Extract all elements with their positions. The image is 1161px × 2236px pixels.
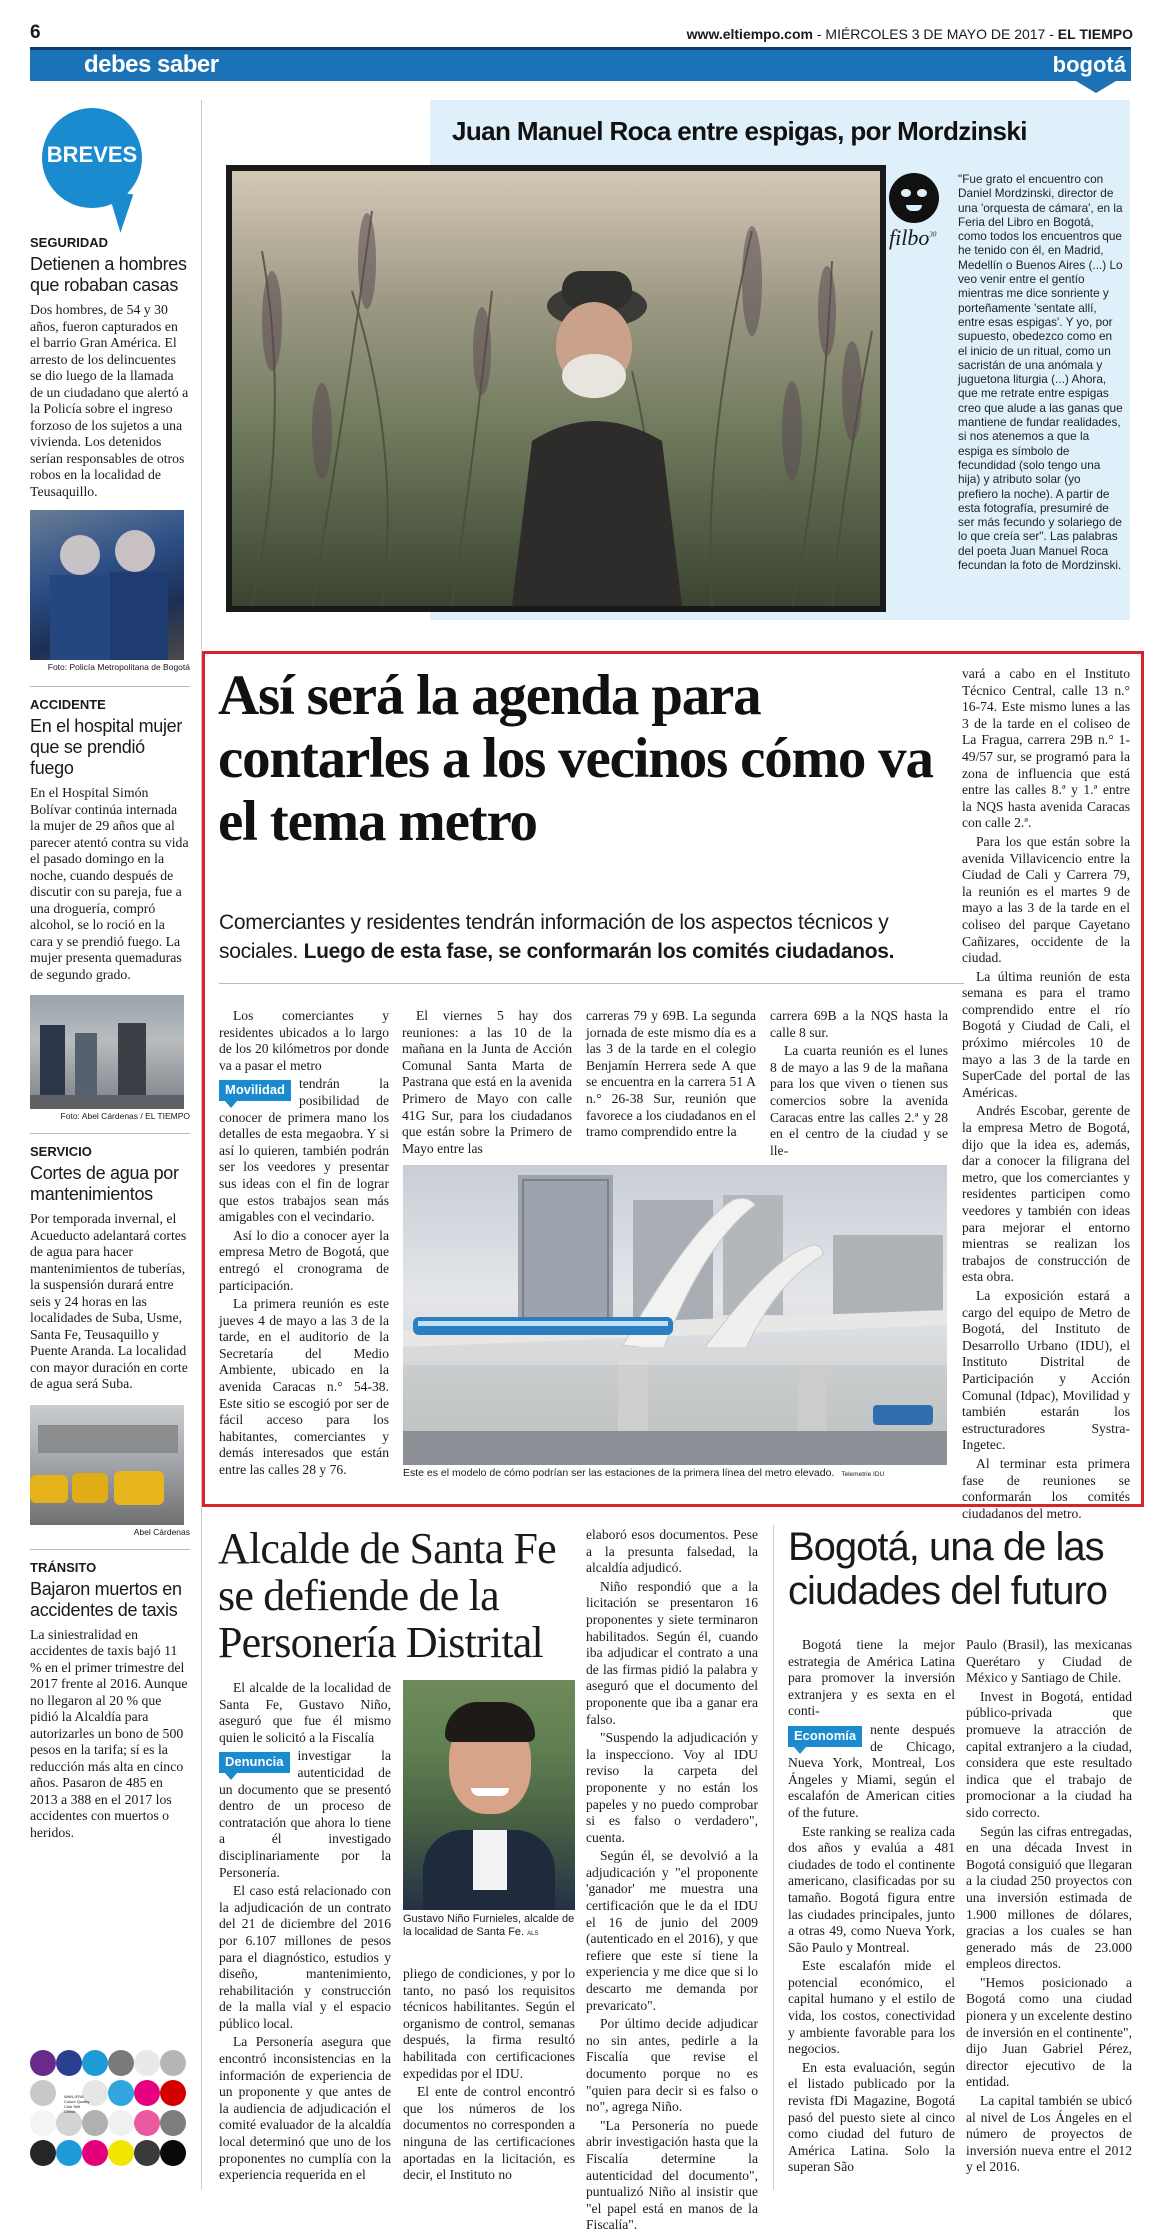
paragraph: La capital también se ubicó al nivel de Los Ángeles en el número de proyectos de inversión nueva entre el 2012 y el 2016. (966, 2093, 1132, 2175)
filbo-caption: "Fue grato el encuentro con Daniel Mordzinski, director de una 'orquesta de cámara', en la Feria del Libro en Bogotá, como todos los encuentros que he tenido con él, en Madrid, Medellín o Buenos Aires (...) Lo veo venir entre el gentío mientras me dice sonriente y porteñamente 'sentate allí, entre esas espigas'. Y yo, por supuesto, obedezco como en el inicio de un ritual, como un sacristán de una anómala y juguetona liturgia (...) Ahora, que me retrate entre espigas creo que alude a las ganas que mantiene de fundar realidades, si nos atenemos a que la espiga es símbolo de fecundidad (solo tengo una hija) y atributo solar (yo prefiero la noche). A partir de esta fotografía, presumiré de ser más fecundo y solariego de lo que creía ser". Las palabras del poeta Juan Manuel Roca fecundan la foto de Mordzinski. (958, 172, 1123, 573)
metro-column-2 (402, 1008, 572, 1159)
tag-label: Economía (788, 1726, 862, 1747)
brief-item (30, 235, 190, 672)
filbo-logo-text: filbo (889, 225, 930, 250)
paragraph: El caso está relacionado con la adjudicación de un contrato del 21 de diciembre del 2016 por 6.107 millones de pesos para el diagnóstico, estudios y diseño, mantenimiento, rehabilitación y construcción de la malla vial y el espacio público local. (219, 1883, 391, 2031)
breves-badge-text: BREVES (46, 142, 138, 167)
paragraph: En esta evaluación, según el listado publicado por la revista fDi Magazine, Bogotá pasó del puesto siete al cinco como ciudad del futuro de América Latina. Solo la superan São (788, 2059, 955, 2175)
photo-credit: Foto: Policía Metropolitana de Bogotá (47, 662, 190, 672)
paragraph: Para los que están sobre la avenida Villavicencio entre la Ciudad de Cali y Carrera 79, la reunión es el martes 9 de mayo a las 3 de la tarde en el coliseo del parque Cayetano Cañizares, occidente de la ciudad. (962, 833, 1130, 966)
paragraph: Niño respondió que a la licitación se presentaron 16 proponentes y siete terminaron habilitados. Según él, cuando iba adjudicar el contrato a una de las firmas pidió la palabra y aseguró que el documento del proponente que iba a ganar era falso. (586, 1578, 758, 1727)
breves-column (30, 100, 190, 1841)
metro-subhead-bold: Luego de esta fase, se conformarán los comités ciudadanos. (303, 940, 895, 963)
city-flag-notch (1076, 81, 1116, 93)
nino-photo-caption (403, 1913, 575, 1941)
paragraph: investigar la autenticidad de un documento que se presentó dentro de un proceso de contratación que ahora lo tiene a él investigado disciplinariamente por la Personería. (219, 1748, 391, 1880)
paragraph: Este ranking se realiza cada dos años y evalúa a 481 ciudades de todo el continente americano, clasificadas por su tamaño. Bogotá figura entre las ciudades principales, junto a otras 49, como Nueva York, São Paulo y Montreal. (788, 1823, 955, 1955)
city-label: bogotá (1052, 52, 1126, 77)
brief-text: La siniestralidad en accidentes de taxis bajó 11 % en el primer trimestre del 2017 frente al 2016. Aunque no llegaron al 20 % que pidió la Alcaldía para autorizarles un bono de 500 pesos en la tarifa; sí es la reducción más alta en cinco años. Pasaron de 485 en 2013 a 388 en el 2017 los accidentes con muertos o heridos. (30, 1626, 188, 1840)
paragraph: La última reunión de esta semana es para el tramo comprendido entre el río Bogotá y Ciudad de Cali, el próximo miércoles 10 de mayo a las 3 de la tarde en SuperCade del portal de las Américas. (962, 968, 1130, 1100)
color-patch (160, 2080, 186, 2106)
color-patch (56, 2140, 82, 2166)
brand-name: EL TIEMPO (1057, 26, 1133, 42)
photo-credit: Abel Cárdenas (133, 1526, 190, 1537)
paragraph: La cuarta reunión es el lunes 8 de mayo a las 9 de la mañana para los que viven o tienen sus comercios sobre la avenida Caracas entre las calles 2.ª y 28 en el centro de la ciudad y se lle- (770, 1043, 948, 1158)
brief-text: Dos hombres, de 54 y 30 años, fueron capturados en el barrio Gran América. El arresto de los delincuentes se dio luego de la llamada de un ciudadano que alertó a la Policía sobre el ingreso forzoso de los sujetos a una vivienda. Los detenidos serían responsables de otros robos en la localidad de Teusaquillo. (30, 302, 189, 499)
color-patch (134, 2140, 160, 2166)
tag-movilidad (219, 1080, 291, 1101)
santafe-column-1 (219, 1680, 391, 2186)
color-patch (82, 2050, 108, 2076)
santafe-column-3 (586, 1527, 758, 2236)
paragraph: Los comerciantes y residentes ubicados a lo largo de los 20 kilómetros por donde va a pasar el metro (219, 1008, 389, 1073)
brief-photo-hospital (30, 995, 184, 1109)
paragraph: "La Personería no puede abrir investigación hasta que la Fiscalía determine la autenticidad del documento", puntualizó Niño al insistir que "el papel está en manos de la Fiscalía". (586, 2117, 758, 2233)
header-dateline (687, 26, 1133, 42)
paragraph: Paulo (Brasil), las mexicanas Querétaro y Ciudad de México y Santiago de Chile. (966, 1637, 1132, 1686)
color-patch (30, 2050, 56, 2076)
color-patch (134, 2050, 160, 2076)
paragraph: Este escalafón mide el potencial económico, el capital humano y el estilo de vida, los costos, conectividad y ambiente favorable para los negocios. (788, 1958, 955, 2057)
metro-station-graphic (403, 1165, 947, 1465)
color-patch (134, 2110, 160, 2136)
santafe-headline: Alcalde de Santa Fe se defiende de la Personería Distrital (218, 1524, 556, 1667)
paragraph: El ente de control encontró que los números de los documentos no corresponden a ninguna de las certificaciones aportadas en la licitación, es decir, el Instituto no (403, 2084, 575, 2183)
metro-subhead-light: Comerciantes y residentes tendrán información de los aspectos técnicos y sociales. (219, 911, 889, 963)
metro-subhead (219, 908, 964, 966)
paragraph: Andrés Escobar, gerente de la empresa Metro de Bogotá, dijo que la idea es, además, dar a conocer la filigrana del metro, que los comerciantes y residentes participen como veedores y también con ideas para mejorar el entorno mientras se realizan los trabajos de construcción de esta obra. (962, 1103, 1130, 1285)
futuro-column-2 (966, 1637, 1132, 2178)
brief-text: Por temporada invernal, el Acueducto adelantará cortes de agua para hacer mantenimientos de tuberías, la suspensión durará entre seis y 24 horas en las localidades de Suba, Usme, Santa Fe, Teusaquillo y Puente Aranda. La localidad con mayor duración en corte de agua será Suba. (30, 1211, 188, 1391)
filbo-logo (889, 173, 951, 251)
filbo-mask-icon (889, 173, 939, 223)
metro-station-render (403, 1165, 947, 1465)
santafe-column-2 (403, 1966, 575, 2186)
paragraph: La Personería asegura que encontró inconsistencias en la información de experiencia de un proponente y que antes de la audiencia de adjudicación el comité evaluador de la alcaldía local determinó que uno de los proponentes no cumplía con la experiencia requerida en el (219, 2034, 391, 2183)
caption-text: Este es el modelo de cómo podrían ser las estaciones de la primera línea del metro elevado. (403, 1467, 835, 1479)
filbo-title: Juan Manuel Roca entre espigas, por Mordzinski (452, 116, 1027, 146)
brief-photo-arrest (30, 510, 184, 660)
issue-date: MIÉRCOLES 3 DE MAYO DE 2017 (825, 26, 1046, 42)
color-patch (108, 2140, 134, 2166)
paragraph: "Hemos posicionado a Bogotá como una ciudad pionera y un excelente destino de inversión en el continente", dijo Juan Gabriel Pérez, director ejecutivo de la entidad. (966, 1974, 1132, 2090)
brief-text: En el Hospital Simón Bolívar continúa internada la mujer de 29 años que al parecer atentó contra su vida el pasado domingo en la noche, cuando después de discutir con su pareja, fue a una droguería, compró alcohol, se lo roció en la cara y se prendió fuego. La mujer presenta quemaduras de segundo grado. (30, 785, 189, 982)
color-patch (160, 2140, 186, 2166)
column-rule (773, 1525, 774, 2190)
color-patch (108, 2080, 134, 2106)
brief-title[interactable]: Detienen a hombres que robaban casas (30, 254, 187, 295)
grass-spikes-graphic (232, 171, 880, 606)
paragraph: "Suspendo la adjudicación y la inspecciono. Voy al IDU reviso la carpeta del proponente y no están los papeles y no puedo comprobar si es falso o verdadero", cuenta. (586, 1730, 758, 1845)
brief-title[interactable]: Cortes de agua por mantenimientos (30, 1163, 179, 1204)
filbo-photo (226, 165, 886, 612)
brief-category: TRÁNSITO (30, 1559, 97, 1575)
futuro-headline: Bogotá, una de las ciudades del futuro (788, 1525, 1108, 1613)
color-patch (160, 2050, 186, 2076)
tag-economia (788, 1726, 862, 1747)
metro-subhead-rule (219, 983, 964, 984)
brief-category: SERVICIO (30, 1144, 92, 1159)
color-patch (134, 2080, 160, 2106)
metro-column-3 (586, 1008, 756, 1143)
paragraph: nente después de Chicago, Nueva York, Montreal, Los Ángeles y Miami, según el escalafón de American cities of the future. (788, 1721, 955, 1820)
paragraph: Así lo dio a conocer ayer la empresa Metro de Bogotá, que entregó el cronograma de participación. (219, 1227, 389, 1293)
futuro-column-1 (788, 1637, 955, 2178)
paragraph: El viernes 5 hay dos reuniones: a las 10 de la mañana en la Junta de Acción Comunal Santa Marta de Pastrana que está en la avenida Primero de Mayo con calle 41G Sur, para los ciudadanos que están sobre la Primero de Mayo entre las (402, 1008, 572, 1156)
metro-column-1 (219, 1008, 389, 1481)
breves-badge (30, 100, 138, 235)
brief-category: SEGURIDAD (30, 235, 109, 250)
color-patch (108, 2050, 134, 2076)
color-patch (30, 2080, 56, 2106)
paragraph: Según él, se devolvió a la adjudicación y "el proponente 'ganador' me muestra una certificación que le da el IDU el 16 de junio del 2009 (autenticado en el 2016), y que refiere que este sí tiene la experiencia y me dice que si lo descarto me demanda por prevaricato". (586, 1848, 758, 2013)
brief-title[interactable]: Bajaron muertos en accidentes de taxis (30, 1578, 182, 1620)
metro-column-5 (962, 666, 1130, 1524)
color-patch (30, 2110, 56, 2136)
photo-credit: ALS (527, 1931, 539, 1937)
color-patch (82, 2140, 108, 2166)
paragraph: Por último decide adjudicar no sin antes, pedirle a la Fiscalía que revise el documento porque no es "quien para decir si es falso o no", agrega Niño. (586, 2016, 758, 2115)
metro-image-caption (403, 1467, 947, 1479)
brief-photo-taxis (30, 1405, 184, 1525)
brief-item (30, 1144, 190, 1537)
paragraph: Al terminar esta primera fase de reuniones se conformarán los comités ciudadanos del metro. (962, 1455, 1130, 1521)
paragraph: Bogotá tiene la mejor estrategia de América Latina para promover la inversión extranjera y es sexta en el conti- (788, 1637, 955, 1719)
color-patch (160, 2110, 186, 2136)
caption-text: Gustavo Niño Furnieles, alcalde de la localidad de Santa Fe. (403, 1913, 575, 1938)
paragraph: elaboró esos documentos. Pese a la presunta falsedad, la alcaldía adjudicó. (586, 1527, 758, 1576)
color-quality-bar (30, 2050, 190, 2170)
paragraph: tendrán la posibilidad de conocer de primera mano los detalles de esta megaobra. Y si así lo quieren, también podrán ser los veedores y presentar sus ideas con el fin de lograr que estos trabajos sean más amigables con el vecindario. (219, 1076, 389, 1225)
paragraph: pliego de condiciones, y por lo tanto, no pasó los requisitos técnicos habilitantes. Según el organismo de control, semanas después, la firma resultó habilitada con certificaciones expedidas por el IDU. (403, 1966, 575, 2081)
color-patch (56, 2050, 82, 2076)
metro-column-4 (770, 1008, 948, 1161)
section-label: debes saber (84, 51, 219, 78)
brief-category: ACCIDENTE (30, 697, 106, 712)
paragraph: Invest in Bogotá, entidad público-privada que promueve la atracción de capital extranjero a la ciudad, considera que este resultado indica que el trabajo de promocionar a la ciudad ha sido correcto. (966, 1688, 1132, 1820)
paragraph: El alcalde de la localidad de Santa Fe, Gustavo Niño, aseguró que fue él mismo quien le solicitó a la Fiscalía (219, 1680, 391, 1745)
paragraph: Según las cifras entregadas, en una década Invest in Bogotá consiguió que llegaran a la ciudad 250 proyectos con una inversión estimada de 1.900 millones de dólares, gracias a los cuales se han generado más de 23.000 empleos directos. (966, 1823, 1132, 1972)
site-url[interactable]: www.eltiempo.com (686, 26, 813, 42)
nino-portrait (403, 1680, 575, 1910)
paragraph: La primera reunión es este jueves 4 de mayo a las 3 de la tarde, en el auditorio de la Secretaría del Medio Ambiente, ubicado en la avenida Caracas n.° 54-38. Este sitio se escogió por ser de fácil acceso para los habitantes, comerciantes y demás interesados que están entre las calles 28 y 76. (219, 1296, 389, 1478)
color-patch (30, 2140, 56, 2166)
brief-item (30, 697, 190, 1121)
brief-item (30, 1560, 190, 1842)
brief-title[interactable]: En el hospital mujer que se prendió fuego (30, 716, 183, 778)
photo-credit: Foto: Abel Cárdenas / EL TIEMPO (60, 1111, 190, 1121)
color-quality-text: WAN-IFRA Colour Quality Club Self Check (64, 2094, 90, 2114)
paragraph: La exposición estará a cargo del equipo de Metro de Bogotá, del Instituto de Desarrollo Urbano (IDU), el Instituto Distrital de Participación y Acción Comunal (Idpac), Movilidad y también estarán los estructuradores Systra-Ingetec. (962, 1287, 1130, 1453)
paragraph: carrera 69B a la NQS hasta la calle 8 sur. (770, 1008, 948, 1040)
paragraph: carreras 79 y 69B. La segunda jornada de este mismo día es a las 3 de la tarde en el colegio Benjamín Herrera sede A que se encuentra en la carrera 51 A n.° 26-38 Sur, reunión que favorece a los ciudadanos en el tramo comprendido entre la (586, 1008, 756, 1140)
dash: - (1049, 26, 1058, 42)
image-credit: Telemetrie IDU (841, 1471, 885, 1478)
tag-denuncia (219, 1752, 290, 1773)
tag-label: Denuncia (219, 1752, 290, 1773)
tag-label: Movilidad (219, 1080, 291, 1101)
dash: - (816, 26, 826, 42)
paragraph: vará a cabo en el Instituto Técnico Central, calle 13 n.° 16-74. Este mismo lunes a las 3 de la tarde en el coliseo de La Fragua, carrera 29B n.° 1- 49/57 sur, se programó para la zona de influencia que está entre las calles 8.ª y 1.ª entre la NQS hasta avenida Caracas con calle 2.ª. (962, 666, 1130, 831)
filbo-logo-number: 30 (929, 230, 937, 239)
metro-headline: Así será la agenda para contarles a los vecinos cómo va el tema metro (218, 664, 933, 853)
page-number: 6 (30, 22, 41, 43)
color-patch (108, 2110, 134, 2136)
